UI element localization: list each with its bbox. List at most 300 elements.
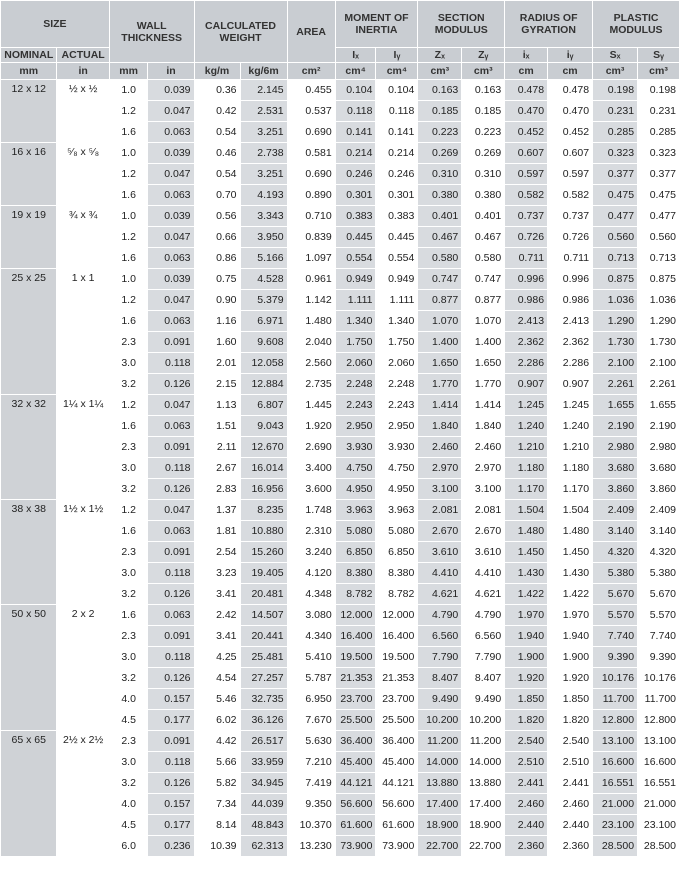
value-cell: 0.269 <box>462 143 505 164</box>
value-cell: 0.377 <box>593 164 638 185</box>
value-cell: 0.246 <box>376 164 418 185</box>
value-cell: 0.607 <box>505 143 548 164</box>
value-cell: 44.039 <box>240 794 287 815</box>
value-cell: 5.570 <box>638 605 680 626</box>
value-cell: 2.248 <box>335 374 376 395</box>
value-cell: 3.41 <box>194 626 240 647</box>
value-cell: 1.180 <box>548 458 593 479</box>
value-cell: 0.478 <box>505 80 548 101</box>
value-cell: 4.193 <box>240 185 287 206</box>
value-cell: 1.245 <box>505 395 548 416</box>
value-cell: 0.36 <box>194 80 240 101</box>
value-cell: 6.850 <box>376 542 418 563</box>
value-cell: 3.600 <box>287 479 335 500</box>
value-cell: 1.036 <box>638 290 680 311</box>
value-cell: 5.66 <box>194 752 240 773</box>
value-cell: 2.060 <box>376 353 418 374</box>
value-cell: 1.0 <box>109 80 148 101</box>
value-cell: 0.157 <box>148 794 194 815</box>
value-cell: 1.6 <box>109 122 148 143</box>
value-cell: 0.246 <box>335 164 376 185</box>
value-cell: 0.54 <box>194 122 240 143</box>
value-cell: 16.014 <box>240 458 287 479</box>
value-cell: 2.15 <box>194 374 240 395</box>
value-cell: 2.670 <box>418 521 462 542</box>
value-cell: 1.170 <box>548 479 593 500</box>
value-cell: 0.445 <box>376 227 418 248</box>
table-row <box>1 80 680 101</box>
table-header <box>1 1 680 80</box>
value-cell: 9.390 <box>593 647 638 668</box>
unit-cell: mm <box>1 63 57 80</box>
value-cell: 10.176 <box>593 668 638 689</box>
header-moment-of-inertia: MOMENT OF INERTIA <box>335 1 418 48</box>
value-cell: 1.655 <box>593 395 638 416</box>
value-cell: 2.190 <box>638 416 680 437</box>
value-cell: 3.860 <box>638 479 680 500</box>
value-cell: 13.880 <box>418 773 462 794</box>
value-cell: 1.2 <box>109 227 148 248</box>
value-cell: 1.480 <box>505 521 548 542</box>
value-cell: 0.091 <box>148 332 194 353</box>
value-cell: 3.0 <box>109 563 148 584</box>
value-cell: 23.100 <box>638 815 680 836</box>
value-cell: 1.450 <box>548 542 593 563</box>
value-cell: 1.480 <box>548 521 593 542</box>
value-cell: 17.400 <box>418 794 462 815</box>
unit-cell: kg/6m <box>240 63 287 80</box>
value-cell: 28.500 <box>638 836 680 857</box>
value-cell: 0.223 <box>418 122 462 143</box>
value-cell: 8.782 <box>376 584 418 605</box>
value-cell: 12.670 <box>240 437 287 458</box>
value-cell: 2.970 <box>462 458 505 479</box>
header-rx: iₓ <box>505 48 548 63</box>
value-cell: 1.970 <box>548 605 593 626</box>
header-radius-of-gyration: RADIUS OF GYRATION <box>505 1 593 48</box>
unit-cell: cm <box>505 63 548 80</box>
value-cell: 2.413 <box>548 311 593 332</box>
value-cell: 0.091 <box>148 731 194 752</box>
unit-cell: cm² <box>287 63 335 80</box>
value-cell: 1.2 <box>109 500 148 521</box>
value-cell: 1.900 <box>505 647 548 668</box>
value-cell: 1.210 <box>505 437 548 458</box>
value-cell: 3.610 <box>418 542 462 563</box>
value-cell: 27.257 <box>240 668 287 689</box>
value-cell: 0.711 <box>548 248 593 269</box>
value-cell: 1.13 <box>194 395 240 416</box>
value-cell: 3.860 <box>593 479 638 500</box>
value-cell: 23.100 <box>593 815 638 836</box>
value-cell: 0.581 <box>287 143 335 164</box>
value-cell: 0.690 <box>287 122 335 143</box>
value-cell: 0.141 <box>376 122 418 143</box>
value-cell: 16.956 <box>240 479 287 500</box>
value-cell: 0.46 <box>194 143 240 164</box>
value-cell: 2.54 <box>194 542 240 563</box>
value-cell: 2.190 <box>593 416 638 437</box>
value-cell: 3.100 <box>418 479 462 500</box>
value-cell: 2.738 <box>240 143 287 164</box>
value-cell: 4.950 <box>335 479 376 500</box>
value-cell: 3.963 <box>376 500 418 521</box>
value-cell: 0.890 <box>287 185 335 206</box>
value-cell: 0.039 <box>148 269 194 290</box>
value-cell: 8.380 <box>376 563 418 584</box>
value-cell: 2.409 <box>638 500 680 521</box>
header-plastic-modulus: PLASTIC MODULUS <box>593 1 680 48</box>
value-cell: 0.713 <box>593 248 638 269</box>
value-cell: 8.407 <box>462 668 505 689</box>
header-actual: ACTUAL <box>57 48 109 63</box>
value-cell: 4.0 <box>109 794 148 815</box>
value-cell: 0.126 <box>148 479 194 500</box>
value-cell: 2.310 <box>287 521 335 542</box>
value-cell: 1.210 <box>548 437 593 458</box>
value-cell: 61.600 <box>335 815 376 836</box>
value-cell: 3.343 <box>240 206 287 227</box>
unit-cell: cm³ <box>638 63 680 80</box>
value-cell: 2.286 <box>548 353 593 374</box>
header-size: SIZE <box>1 1 110 48</box>
value-cell: 0.90 <box>194 290 240 311</box>
value-cell: 1.6 <box>109 521 148 542</box>
actual-size-cell: 2 x 2 <box>57 605 109 731</box>
value-cell: 0.560 <box>593 227 638 248</box>
value-cell: 1.422 <box>548 584 593 605</box>
header-sx: Sₓ <box>593 48 638 63</box>
value-cell: 1.430 <box>548 563 593 584</box>
value-cell: 0.301 <box>335 185 376 206</box>
value-cell: 3.41 <box>194 584 240 605</box>
value-cell: 0.875 <box>593 269 638 290</box>
value-cell: 1.920 <box>505 668 548 689</box>
value-cell: 2.11 <box>194 437 240 458</box>
value-cell: 8.235 <box>240 500 287 521</box>
value-cell: 1.770 <box>418 374 462 395</box>
value-cell: 22.700 <box>418 836 462 857</box>
value-cell: 4.621 <box>462 584 505 605</box>
value-cell: 7.34 <box>194 794 240 815</box>
value-cell: 8.14 <box>194 815 240 836</box>
value-cell: 1.2 <box>109 164 148 185</box>
value-cell: 0.710 <box>287 206 335 227</box>
value-cell: 0.737 <box>548 206 593 227</box>
value-cell: 2.100 <box>638 353 680 374</box>
value-cell: 6.850 <box>335 542 376 563</box>
value-cell: 2.980 <box>593 437 638 458</box>
value-cell: 1.6 <box>109 416 148 437</box>
value-cell: 2.670 <box>462 521 505 542</box>
value-cell: 0.875 <box>638 269 680 290</box>
value-cell: 1.245 <box>548 395 593 416</box>
value-cell: 26.517 <box>240 731 287 752</box>
value-cell: 73.900 <box>376 836 418 857</box>
value-cell: 0.231 <box>638 101 680 122</box>
value-cell: 3.400 <box>287 458 335 479</box>
value-cell: 2.081 <box>418 500 462 521</box>
value-cell: 14.507 <box>240 605 287 626</box>
value-cell: 2.440 <box>505 815 548 836</box>
value-cell: 5.570 <box>593 605 638 626</box>
value-cell: 48.843 <box>240 815 287 836</box>
value-cell: 1.070 <box>462 311 505 332</box>
value-cell: 4.750 <box>376 458 418 479</box>
value-cell: 1.0 <box>109 143 148 164</box>
value-cell: 0.236 <box>148 836 194 857</box>
value-cell: 1.2 <box>109 101 148 122</box>
unit-cell: cm³ <box>462 63 505 80</box>
value-cell: 9.608 <box>240 332 287 353</box>
value-cell: 7.740 <box>593 626 638 647</box>
value-cell: 7.210 <box>287 752 335 773</box>
value-cell: 1.850 <box>548 689 593 710</box>
value-cell: 4.42 <box>194 731 240 752</box>
value-cell: 1.748 <box>287 500 335 521</box>
value-cell: 1.16 <box>194 311 240 332</box>
value-cell: 0.747 <box>462 269 505 290</box>
value-cell: 4.950 <box>376 479 418 500</box>
value-cell: 1.650 <box>418 353 462 374</box>
value-cell: 4.528 <box>240 269 287 290</box>
value-cell: 5.166 <box>240 248 287 269</box>
value-cell: 2.3 <box>109 731 148 752</box>
value-cell: 2.460 <box>418 437 462 458</box>
value-cell: 7.790 <box>418 647 462 668</box>
value-cell: 1.750 <box>335 332 376 353</box>
value-cell: 13.100 <box>593 731 638 752</box>
value-cell: 0.711 <box>505 248 548 269</box>
value-cell: 0.582 <box>505 185 548 206</box>
value-cell: 3.140 <box>638 521 680 542</box>
value-cell: 14.000 <box>462 752 505 773</box>
value-cell: 14.000 <box>418 752 462 773</box>
value-cell: 0.118 <box>335 101 376 122</box>
value-cell: 3.0 <box>109 458 148 479</box>
value-cell: 11.200 <box>462 731 505 752</box>
value-cell: 3.680 <box>593 458 638 479</box>
value-cell: 0.118 <box>148 647 194 668</box>
value-cell: 0.126 <box>148 374 194 395</box>
value-cell: 0.737 <box>505 206 548 227</box>
value-cell: 4.348 <box>287 584 335 605</box>
value-cell: 12.800 <box>638 710 680 731</box>
value-cell: 1.6 <box>109 185 148 206</box>
table-row <box>1 605 680 626</box>
value-cell: 0.470 <box>548 101 593 122</box>
value-cell: 5.787 <box>287 668 335 689</box>
value-cell: 2.42 <box>194 605 240 626</box>
nominal-size-cell: 16 x 16 <box>1 143 57 206</box>
unit-cell: cm⁴ <box>335 63 376 80</box>
value-cell: 1.900 <box>548 647 593 668</box>
value-cell: 1.240 <box>548 416 593 437</box>
nominal-size-cell: 19 x 19 <box>1 206 57 269</box>
value-cell: 13.230 <box>287 836 335 857</box>
value-cell: 10.200 <box>462 710 505 731</box>
value-cell: 16.400 <box>335 626 376 647</box>
value-cell: 2.441 <box>505 773 548 794</box>
value-cell: 28.500 <box>593 836 638 857</box>
value-cell: 1.60 <box>194 332 240 353</box>
value-cell: 1.504 <box>505 500 548 521</box>
value-cell: 8.782 <box>335 584 376 605</box>
actual-size-cell: ½ x ½ <box>57 80 109 143</box>
value-cell: 0.949 <box>376 269 418 290</box>
value-cell: 0.580 <box>418 248 462 269</box>
value-cell: 62.313 <box>240 836 287 857</box>
value-cell: 0.141 <box>335 122 376 143</box>
value-cell: 2.460 <box>505 794 548 815</box>
value-cell: 5.630 <box>287 731 335 752</box>
value-cell: 10.39 <box>194 836 240 857</box>
header-wall-thickness: WALL THICKNESS <box>109 1 194 63</box>
value-cell: 12.800 <box>593 710 638 731</box>
value-cell: 6.807 <box>240 395 287 416</box>
value-cell: 1.51 <box>194 416 240 437</box>
value-cell: 0.452 <box>548 122 593 143</box>
unit-cell: cm³ <box>593 63 638 80</box>
value-cell: 0.560 <box>638 227 680 248</box>
value-cell: 16.551 <box>593 773 638 794</box>
value-cell: 4.621 <box>418 584 462 605</box>
value-cell: 1.730 <box>593 332 638 353</box>
value-cell: 1.840 <box>418 416 462 437</box>
value-cell: 2.243 <box>376 395 418 416</box>
value-cell: 3.680 <box>638 458 680 479</box>
value-cell: 5.410 <box>287 647 335 668</box>
value-cell: 13.100 <box>638 731 680 752</box>
value-cell: 0.690 <box>287 164 335 185</box>
value-cell: 9.390 <box>638 647 680 668</box>
value-cell: 2.540 <box>548 731 593 752</box>
table-row <box>1 143 680 164</box>
value-cell: 1.0 <box>109 269 148 290</box>
header-zx: Zₓ <box>418 48 462 63</box>
value-cell: 0.996 <box>505 269 548 290</box>
value-cell: 2.540 <box>505 731 548 752</box>
value-cell: 4.120 <box>287 563 335 584</box>
value-cell: 2.362 <box>505 332 548 353</box>
unit-cell: in <box>148 63 194 80</box>
value-cell: 36.400 <box>376 731 418 752</box>
value-cell: 21.000 <box>593 794 638 815</box>
value-cell: 16.600 <box>593 752 638 773</box>
value-cell: 1.770 <box>462 374 505 395</box>
value-cell: 0.223 <box>462 122 505 143</box>
value-cell: 5.080 <box>335 521 376 542</box>
value-cell: 5.080 <box>376 521 418 542</box>
value-cell: 0.163 <box>462 80 505 101</box>
value-cell: 0.323 <box>593 143 638 164</box>
value-cell: 45.400 <box>376 752 418 773</box>
actual-size-cell: 1½ x 1½ <box>57 500 109 605</box>
unit-cell: kg/m <box>194 63 240 80</box>
value-cell: 23.700 <box>376 689 418 710</box>
value-cell: 3.0 <box>109 353 148 374</box>
value-cell: 3.140 <box>593 521 638 542</box>
value-cell: 1.111 <box>335 290 376 311</box>
value-cell: 0.039 <box>148 143 194 164</box>
value-cell: 3.2 <box>109 584 148 605</box>
value-cell: 19.405 <box>240 563 287 584</box>
header-calculated-weight: CALCULATED WEIGHT <box>194 1 287 63</box>
value-cell: 32.735 <box>240 689 287 710</box>
value-cell: 3.080 <box>287 605 335 626</box>
value-cell: 9.490 <box>462 689 505 710</box>
value-cell: 2.261 <box>593 374 638 395</box>
value-cell: 0.118 <box>148 563 194 584</box>
value-cell: 1.340 <box>376 311 418 332</box>
value-cell: 11.700 <box>638 689 680 710</box>
value-cell: 12.884 <box>240 374 287 395</box>
value-cell: 3.930 <box>376 437 418 458</box>
value-cell: 2.735 <box>287 374 335 395</box>
value-cell: 23.700 <box>335 689 376 710</box>
value-cell: 0.726 <box>548 227 593 248</box>
value-cell: 0.907 <box>505 374 548 395</box>
value-cell: 2.83 <box>194 479 240 500</box>
value-cell: 1.920 <box>548 668 593 689</box>
value-cell: 0.75 <box>194 269 240 290</box>
value-cell: 10.370 <box>287 815 335 836</box>
value-cell: 7.670 <box>287 710 335 731</box>
value-cell: 0.452 <box>505 122 548 143</box>
value-cell: 0.063 <box>148 605 194 626</box>
value-cell: 1.820 <box>505 710 548 731</box>
value-cell: 1.2 <box>109 395 148 416</box>
table-body <box>1 80 680 857</box>
value-cell: 5.670 <box>593 584 638 605</box>
value-cell: 1.655 <box>638 395 680 416</box>
value-cell: 3.100 <box>462 479 505 500</box>
value-cell: 0.597 <box>548 164 593 185</box>
value-cell: 1.920 <box>287 416 335 437</box>
value-cell: 3.0 <box>109 752 148 773</box>
value-cell: 1.111 <box>376 290 418 311</box>
value-cell: 1.970 <box>505 605 548 626</box>
value-cell: 12.058 <box>240 353 287 374</box>
value-cell: 2.3 <box>109 542 148 563</box>
value-cell: 2.360 <box>505 836 548 857</box>
value-cell: 0.537 <box>287 101 335 122</box>
value-cell: 0.039 <box>148 80 194 101</box>
value-cell: 1.400 <box>462 332 505 353</box>
value-cell: 45.400 <box>335 752 376 773</box>
value-cell: 2.970 <box>418 458 462 479</box>
value-cell: 1.6 <box>109 248 148 269</box>
value-cell: 0.401 <box>462 206 505 227</box>
value-cell: 2.243 <box>335 395 376 416</box>
header-nominal: NOMINAL <box>1 48 57 63</box>
value-cell: 61.600 <box>376 815 418 836</box>
value-cell: 3.240 <box>287 542 335 563</box>
units-row <box>1 63 680 80</box>
value-cell: 5.82 <box>194 773 240 794</box>
value-cell: 3.0 <box>109 647 148 668</box>
value-cell: 0.445 <box>335 227 376 248</box>
value-cell: 4.410 <box>418 563 462 584</box>
value-cell: 4.340 <box>287 626 335 647</box>
value-cell: 1.180 <box>505 458 548 479</box>
value-cell: 1.940 <box>548 626 593 647</box>
value-cell: 0.126 <box>148 668 194 689</box>
value-cell: 1.820 <box>548 710 593 731</box>
value-cell: 22.700 <box>462 836 505 857</box>
nominal-size-cell: 65 x 65 <box>1 731 57 857</box>
value-cell: 0.607 <box>548 143 593 164</box>
